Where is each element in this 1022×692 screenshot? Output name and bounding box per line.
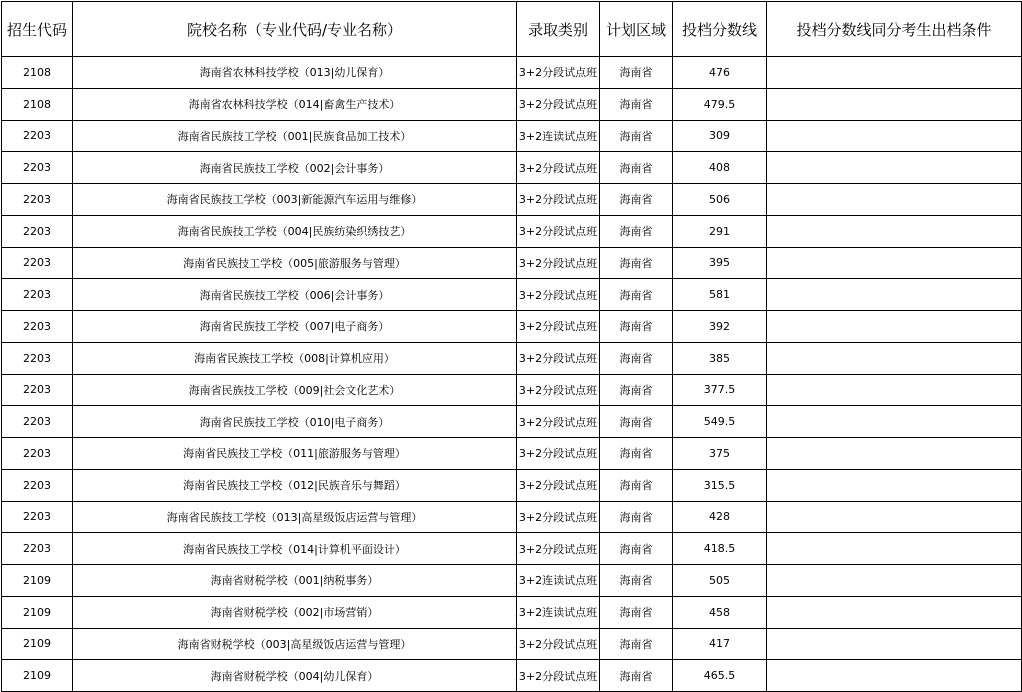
cell-score-line: 458 (673, 596, 767, 628)
cell-school-major: 海南省民族技工学校（014|计算机平面设计） (73, 533, 517, 565)
cell-admission-type: 3+2分段试点班 (517, 311, 600, 343)
cell-admission-type: 3+2分段试点班 (517, 215, 600, 247)
cell-tie-condition (767, 311, 1022, 343)
cell-tie-condition (767, 247, 1022, 279)
cell-score-line: 375 (673, 438, 767, 470)
header-name: 院校名称（专业代码/专业名称） (73, 2, 517, 57)
cell-score-line: 395 (673, 247, 767, 279)
table-row (2, 57, 1022, 89)
cell-code: 2203 (2, 120, 73, 152)
cell-school-major: 海南省农林科技学校（014|畜禽生产技术） (73, 88, 517, 120)
cell-school-major: 海南省民族技工学校（001|民族食品加工技术） (73, 120, 517, 152)
cell-code: 2203 (2, 279, 73, 311)
cell-school-major: 海南省民族技工学校（008|计算机应用） (73, 342, 517, 374)
cell-code: 2203 (2, 184, 73, 216)
cell-plan-area: 海南省 (600, 533, 673, 565)
cell-school-major: 海南省民族技工学校（006|会计事务） (73, 279, 517, 311)
header-row (2, 2, 1022, 57)
cell-tie-condition (767, 501, 1022, 533)
header-condition: 投档分数线同分考生出档条件 (767, 2, 1022, 57)
cell-plan-area: 海南省 (600, 279, 673, 311)
cell-tie-condition (767, 438, 1022, 470)
header-area: 计划区域 (600, 2, 673, 57)
cell-code: 2203 (2, 438, 73, 470)
cell-plan-area: 海南省 (600, 596, 673, 628)
cell-score-line: 392 (673, 311, 767, 343)
cell-admission-type: 3+2连读试点班 (517, 120, 600, 152)
cell-tie-condition (767, 279, 1022, 311)
cell-score-line: 309 (673, 120, 767, 152)
cell-admission-type: 3+2分段试点班 (517, 628, 600, 660)
table-row (2, 215, 1022, 247)
cell-code: 2203 (2, 406, 73, 438)
table-row (2, 374, 1022, 406)
cell-school-major: 海南省民族技工学校（003|新能源汽车运用与维修） (73, 184, 517, 216)
table-row (2, 152, 1022, 184)
cell-tie-condition (767, 469, 1022, 501)
cell-score-line: 418.5 (673, 533, 767, 565)
cell-score-line: 408 (673, 152, 767, 184)
cell-tie-condition (767, 120, 1022, 152)
table-row (2, 311, 1022, 343)
cell-admission-type: 3+2分段试点班 (517, 501, 600, 533)
cell-code: 2203 (2, 152, 73, 184)
cell-admission-type: 3+2分段试点班 (517, 152, 600, 184)
cell-plan-area: 海南省 (600, 311, 673, 343)
cell-code: 2108 (2, 88, 73, 120)
cell-school-major: 海南省民族技工学校（011|旅游服务与管理） (73, 438, 517, 470)
table-row (2, 660, 1022, 692)
table-row (2, 501, 1022, 533)
cell-plan-area: 海南省 (600, 406, 673, 438)
cell-score-line: 476 (673, 57, 767, 89)
cell-plan-area: 海南省 (600, 660, 673, 692)
cell-school-major: 海南省民族技工学校（013|高星级饭店运营与管理） (73, 501, 517, 533)
cell-plan-area: 海南省 (600, 120, 673, 152)
cell-admission-type: 3+2分段试点班 (517, 660, 600, 692)
table-row (2, 406, 1022, 438)
cell-code: 2203 (2, 247, 73, 279)
table-row (2, 596, 1022, 628)
header-score: 投档分数线 (673, 2, 767, 57)
cell-admission-type: 3+2分段试点班 (517, 533, 600, 565)
cell-plan-area: 海南省 (600, 215, 673, 247)
cell-code: 2203 (2, 469, 73, 501)
cell-tie-condition (767, 342, 1022, 374)
cell-plan-area: 海南省 (600, 374, 673, 406)
cell-tie-condition (767, 565, 1022, 597)
table-row (2, 88, 1022, 120)
table-row (2, 438, 1022, 470)
cell-plan-area: 海南省 (600, 247, 673, 279)
cell-code: 2203 (2, 533, 73, 565)
cell-school-major: 海南省民族技工学校（012|民族音乐与舞蹈） (73, 469, 517, 501)
table-row (2, 628, 1022, 660)
cell-plan-area: 海南省 (600, 565, 673, 597)
cell-score-line: 385 (673, 342, 767, 374)
admission-score-table (1, 1, 1022, 692)
cell-code: 2203 (2, 342, 73, 374)
cell-score-line: 505 (673, 565, 767, 597)
cell-admission-type: 3+2分段试点班 (517, 469, 600, 501)
cell-admission-type: 3+2分段试点班 (517, 247, 600, 279)
cell-admission-type: 3+2连读试点班 (517, 565, 600, 597)
cell-score-line: 291 (673, 215, 767, 247)
cell-plan-area: 海南省 (600, 57, 673, 89)
cell-tie-condition (767, 374, 1022, 406)
cell-admission-type: 3+2分段试点班 (517, 342, 600, 374)
cell-code: 2109 (2, 565, 73, 597)
cell-code: 2109 (2, 596, 73, 628)
cell-score-line: 465.5 (673, 660, 767, 692)
table-header (2, 2, 1022, 57)
cell-admission-type: 3+2分段试点班 (517, 438, 600, 470)
cell-school-major: 海南省财税学校（002|市场营销） (73, 596, 517, 628)
cell-tie-condition (767, 88, 1022, 120)
cell-score-line: 479.5 (673, 88, 767, 120)
cell-admission-type: 3+2分段试点班 (517, 279, 600, 311)
cell-admission-type: 3+2分段试点班 (517, 184, 600, 216)
cell-score-line: 581 (673, 279, 767, 311)
cell-admission-type: 3+2分段试点班 (517, 57, 600, 89)
table-row (2, 184, 1022, 216)
cell-score-line: 315.5 (673, 469, 767, 501)
header-type: 录取类别 (517, 2, 600, 57)
cell-code: 2203 (2, 215, 73, 247)
cell-tie-condition (767, 215, 1022, 247)
cell-plan-area: 海南省 (600, 342, 673, 374)
cell-school-major: 海南省财税学校（004|幼儿保育） (73, 660, 517, 692)
table-row (2, 469, 1022, 501)
table-row (2, 120, 1022, 152)
cell-tie-condition (767, 660, 1022, 692)
table-body (2, 57, 1022, 692)
cell-score-line: 428 (673, 501, 767, 533)
cell-tie-condition (767, 57, 1022, 89)
table-row (2, 247, 1022, 279)
cell-code: 2203 (2, 311, 73, 343)
table-row (2, 342, 1022, 374)
table-row (2, 533, 1022, 565)
cell-plan-area: 海南省 (600, 184, 673, 216)
cell-admission-type: 3+2分段试点班 (517, 88, 600, 120)
cell-plan-area: 海南省 (600, 438, 673, 470)
cell-school-major: 海南省财税学校（001|纳税事务） (73, 565, 517, 597)
cell-tie-condition (767, 152, 1022, 184)
cell-tie-condition (767, 184, 1022, 216)
cell-plan-area: 海南省 (600, 469, 673, 501)
cell-school-major: 海南省民族技工学校（007|电子商务） (73, 311, 517, 343)
cell-score-line: 506 (673, 184, 767, 216)
cell-score-line: 417 (673, 628, 767, 660)
cell-plan-area: 海南省 (600, 501, 673, 533)
cell-code: 2203 (2, 374, 73, 406)
cell-school-major: 海南省民族技工学校（010|电子商务） (73, 406, 517, 438)
cell-admission-type: 3+2分段试点班 (517, 374, 600, 406)
cell-admission-type: 3+2连读试点班 (517, 596, 600, 628)
cell-school-major: 海南省民族技工学校（004|民族纺染织绣技艺） (73, 215, 517, 247)
cell-school-major: 海南省民族技工学校（009|社会文化艺术） (73, 374, 517, 406)
cell-tie-condition (767, 406, 1022, 438)
cell-tie-condition (767, 628, 1022, 660)
cell-school-major: 海南省民族技工学校（005|旅游服务与管理） (73, 247, 517, 279)
cell-tie-condition (767, 596, 1022, 628)
cell-school-major: 海南省农林科技学校（013|幼儿保育） (73, 57, 517, 89)
table-row (2, 565, 1022, 597)
cell-score-line: 377.5 (673, 374, 767, 406)
cell-school-major: 海南省民族技工学校（002|会计事务） (73, 152, 517, 184)
cell-code: 2109 (2, 660, 73, 692)
cell-code: 2203 (2, 501, 73, 533)
cell-admission-type: 3+2分段试点班 (517, 406, 600, 438)
cell-plan-area: 海南省 (600, 628, 673, 660)
header-code: 招生代码 (2, 2, 73, 57)
cell-plan-area: 海南省 (600, 152, 673, 184)
cell-school-major: 海南省财税学校（003|高星级饭店运营与管理） (73, 628, 517, 660)
cell-score-line: 549.5 (673, 406, 767, 438)
cell-code: 2108 (2, 57, 73, 89)
table-row (2, 279, 1022, 311)
cell-code: 2109 (2, 628, 73, 660)
cell-plan-area: 海南省 (600, 88, 673, 120)
cell-tie-condition (767, 533, 1022, 565)
